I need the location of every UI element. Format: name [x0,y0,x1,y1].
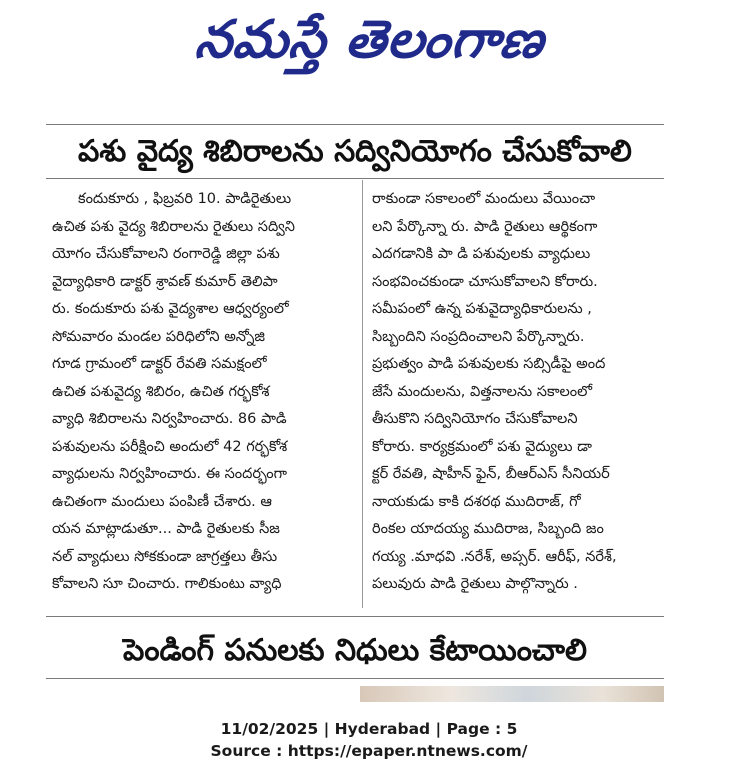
text-line: సోమవారం మండల పరిధిలోని అన్నోజి [52,328,265,345]
text-line: కోవాలని సూ చించారు. గాలికుంటు వ్యాధి [52,576,282,592]
text-line: ఎదగడానికి పా డి పశువులకు వ్యాధులు [372,246,591,262]
next-headline-rule [46,678,664,679]
text-line: వైద్యాధికారి డాక్టర్ శ్రావణ్ కుమార్ తెలిపా [52,273,278,290]
article-headline: పశు వైద్య శిబిరాలను సద్వినియోగం చేసుకోవాలి [78,134,632,169]
page-footer [0,708,738,782]
text-line: కందుకూరు , ఫిబ్రవరి 10. పాడిరైతులు [78,191,292,207]
text-line: ఉచితంగా మందులు పంపిణీ చేశారు. ఆ [52,493,272,510]
text-line: గయ్య .మాధవి .నరేశ్, అప్సర్. ఆరీఫ్, నరేశ్, [372,548,617,565]
text-line: పలువురు పాడి రైతులు పాల్గొన్నారు . [372,576,578,592]
text-line: ఉచిత పశువైద్య శిబిరం, ఉచిత గర్భకోశ [52,383,270,400]
text-line: నల్ వ్యాధులు సోకకుండా జాగ్రత్తలు తీసు [52,548,278,565]
footer-date-location: 11/02/2025 | Hyderabad | Page : 5 [220,720,518,738]
masthead [0,0,738,92]
headline-top-rule [46,124,664,125]
text-line: యోగం చేసుకోవాలని రంగారెడ్డి జిల్లా పశు [52,246,280,262]
text-line: తీసుకొని సద్వినియోగం చేసుకోవాలని [372,411,578,427]
article-left-column [52,186,358,599]
text-line: కోరారు. కార్యక్రమంలో పశు వైద్యులు డా [372,438,592,455]
text-line: నాయకుడు కాకి దశరథ ముదిరాజ్, గో [372,493,581,510]
text-line: జేసే మందులను, విత్తనాలను సకాలంలో [372,383,593,400]
next-article-headline: పెండింగ్ పనులకు నిధులు కేటాయించాలి [123,633,587,668]
newspaper-logo: నమస్తే తెలంగాణ [192,9,548,70]
text-line: గూడ గ్రామంలో డాక్టర్ రేవతి సమక్షంలో [52,356,267,372]
text-line: పశువులను పరీక్షించి అందులో 42 గర్భకోశ [52,438,288,455]
article-bottom-rule [46,616,664,617]
headline-bottom-rule [46,178,664,179]
text-line: ప్రభుత్వం పాడి పశువులకు సబ్సిడీపై అంద [372,356,606,372]
text-line: ఉచిత పశు వైద్య శిబిరాలను రైతులు సద్విని [52,218,295,235]
article-right-column [372,186,668,599]
text-line: సిబ్బందిని సంప్రదించాలని పేర్కొన్నారు. [372,328,585,345]
text-line: వ్యాధులను నిర్వహించారు. ఈ సందర్భంగా [52,466,287,482]
cropped-photo [360,686,664,702]
text-line: రు. కందుకూరు పశు వైద్యశాల ఆధ్వర్యంలో [52,301,289,317]
cropped-next-article [52,680,664,702]
text-line: వ్యాధి శిబిరాలను నిర్వహించారు. 86 పాడి [52,411,287,427]
text-line: సమీపంలో ఉన్న పశువైద్యాధికారులను , [372,301,592,317]
column-divider [362,180,363,608]
text-line: లని పేర్కొన్నా రు. పాడి రైతులు ఆర్థికంగా [372,218,598,235]
text-line: రింకల యాదయ్య ముదిరాజ, సిబ్బంది జం [372,521,604,537]
text-line: రాకుండా సకాలంలో మందులు వేయించా [372,191,596,207]
footer-source: Source : https://epaper.ntnews.com/ [210,742,528,760]
text-line: యన మాట్లాడుతూ... పాడి రైతులకు సీజ [52,521,280,537]
text-line: సంభవించకుండా చూసుకోవాలని కోరారు. [372,273,598,290]
text-line: క్టర్ రేవతి, షాహీన్ ఫైన్, బీఆర్ఎస్ సీనియర్ [372,466,610,482]
